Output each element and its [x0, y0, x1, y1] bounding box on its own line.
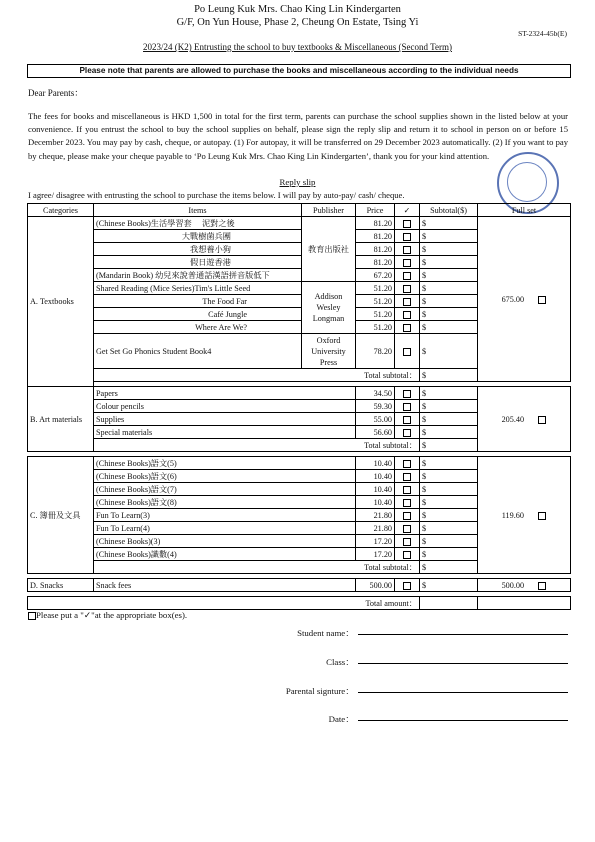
class-label: Class：	[326, 657, 354, 667]
item-name: Café Jungle	[94, 308, 302, 321]
item-name: (Chinese Books)識數(4)	[94, 548, 356, 561]
date-label: Date：	[328, 714, 354, 724]
item-name: (Chinese Books)語文(8)	[94, 496, 356, 509]
item-price: 10.40	[356, 457, 395, 470]
item-name: (Chinese Books)(3)	[94, 535, 356, 548]
class-row	[250, 655, 354, 668]
full-set-price: 500.00	[501, 580, 525, 590]
item-price: 51.20	[356, 295, 395, 308]
checkbox[interactable]	[403, 582, 411, 590]
checkbox[interactable]	[403, 348, 411, 356]
table-row	[28, 579, 571, 592]
checkbox[interactable]	[403, 486, 411, 494]
instruction: Please put a "✓"at the appropriate box(es).	[28, 610, 187, 621]
full-set-checkbox[interactable]	[538, 512, 546, 520]
item-price: 78.20	[356, 334, 395, 369]
publisher: Oxford University Press	[302, 334, 356, 369]
checkbox[interactable]	[403, 285, 411, 293]
date-field[interactable]	[358, 720, 568, 721]
item-name: Fun To Learn(4)	[94, 522, 356, 535]
order-table	[27, 203, 571, 610]
total-subtotal-cell[interactable]: $	[420, 369, 478, 382]
item-price: 51.20	[356, 282, 395, 295]
item-price: 81.20	[356, 243, 395, 256]
subtotal-cell[interactable]: $	[420, 308, 478, 321]
subtotal-cell[interactable]: $	[420, 413, 478, 426]
item-price: 21.80	[356, 522, 395, 535]
item-name: Special materials	[94, 426, 356, 439]
salutation: Dear Parents：	[28, 88, 84, 98]
item-name: (Chinese Books)語文(6)	[94, 470, 356, 483]
subtotal-cell[interactable]: $	[420, 256, 478, 269]
signature-row	[250, 684, 354, 697]
item-price: 59.30	[356, 400, 395, 413]
header-check: ✓	[395, 204, 420, 217]
total-subtotal-cell[interactable]: $	[420, 439, 478, 452]
checkbox[interactable]	[403, 246, 411, 254]
item-price: 81.20	[356, 230, 395, 243]
full-set-price: 205.40	[501, 414, 525, 424]
subtotal-cell[interactable]: $	[420, 457, 478, 470]
full-set-price: 119.60	[501, 510, 524, 520]
subtotal-cell[interactable]: $	[420, 509, 478, 522]
item-name: (Mandarin Book) 幼兒來說普通話漢語拼音版低下	[94, 269, 302, 282]
total-subtotal-cell[interactable]: $	[420, 561, 478, 574]
subtotal-cell[interactable]: $	[420, 522, 478, 535]
checkbox[interactable]	[403, 311, 411, 319]
category-textbooks: A. Textbooks	[28, 217, 94, 387]
item-price: 55.00	[356, 413, 395, 426]
item-price: 56.60	[356, 426, 395, 439]
reply-slip-title: Reply slip	[279, 177, 316, 187]
item-name: 我想養小狗	[94, 243, 302, 256]
subtotal-cell[interactable]: $	[420, 387, 478, 400]
item-price: 17.20	[356, 535, 395, 548]
checkbox[interactable]	[403, 416, 411, 424]
item-price: 34.50	[356, 387, 395, 400]
item-price: 21.80	[356, 509, 395, 522]
agreement-statement: I agree/ disagree with entrusting the school to purchase the items below. I will pay by auto-pay/ cash/ cheque.	[28, 190, 405, 200]
class-field[interactable]	[358, 663, 568, 664]
item-name: (Chinese Books)語文(5)	[94, 457, 356, 470]
subtotal-cell[interactable]: $	[420, 334, 478, 369]
school-header	[0, 3, 595, 29]
school-name: Po Leung Kuk Mrs. Chao King Lin Kindergarten	[194, 4, 401, 15]
header-publisher: Publisher	[302, 204, 356, 217]
subtotal-cell[interactable]: $	[420, 496, 478, 509]
full-set-checkbox[interactable]	[538, 416, 546, 424]
full-set-price: 675.00	[501, 294, 525, 304]
subtotal-cell[interactable]: $	[420, 483, 478, 496]
table-row	[28, 457, 571, 470]
subtotal-cell[interactable]: $	[420, 426, 478, 439]
subtotal-cell[interactable]: $	[420, 579, 478, 592]
item-name: Papers	[94, 387, 356, 400]
item-price: 10.40	[356, 470, 395, 483]
subtotal-cell[interactable]: $	[420, 217, 478, 230]
subtotal-cell[interactable]: $	[420, 230, 478, 243]
item-name: Shared Reading (Mice Series)Tim's Little Seed	[94, 282, 302, 295]
total-subtotal-label: Total subtotal：	[94, 369, 420, 382]
item-name: Where Are We?	[94, 321, 302, 334]
item-price: 51.20	[356, 321, 395, 334]
total-subtotal-label: Total subtotal：	[94, 561, 420, 574]
full-set-cell	[478, 387, 571, 452]
item-name: Supplies	[94, 413, 356, 426]
subtotal-cell[interactable]: $	[420, 321, 478, 334]
checkbox[interactable]	[403, 429, 411, 437]
item-price: 81.20	[356, 217, 395, 230]
total-amount-cell[interactable]	[420, 597, 478, 610]
header-items: Items	[94, 204, 302, 217]
document-title: 2023/24 (K2) Entrusting the school to buy textbooks & Miscellaneous (Second Term)	[143, 42, 452, 52]
checkbox[interactable]	[403, 551, 411, 559]
subtotal-cell[interactable]: $	[420, 295, 478, 308]
checkbox[interactable]	[403, 473, 411, 481]
full-set-checkbox[interactable]	[538, 582, 546, 590]
notice-box: Please note that parents are allowed to purchase the books and miscellaneous according to the individual needs	[27, 64, 571, 78]
checkbox-icon	[28, 612, 36, 620]
header-categories: Categories	[28, 204, 94, 217]
item-name: Snack fees	[94, 579, 356, 592]
header-full-set: Full set	[478, 204, 571, 217]
table-row	[28, 217, 571, 230]
item-price: 67.20	[356, 269, 395, 282]
item-name: Colour pencils	[94, 400, 356, 413]
school-address: G/F, On Yun House, Phase 2, Cheung On Estate, Tsing Yi	[176, 17, 419, 28]
checkbox[interactable]	[403, 324, 411, 332]
signature-field[interactable]	[358, 692, 568, 693]
subtotal-cell[interactable]: $	[420, 548, 478, 561]
item-name: Fun To Learn(3)	[94, 509, 356, 522]
checkbox[interactable]	[403, 403, 411, 411]
checkbox[interactable]	[403, 233, 411, 241]
full-set-cell	[478, 217, 571, 382]
full-set-cell	[478, 457, 571, 574]
item-name: (Chinese Books)語文(7)	[94, 483, 356, 496]
publisher: Addison Wesley Longman	[302, 282, 356, 334]
total-amount-label: Total amount：	[94, 597, 420, 610]
full-set-cell	[478, 579, 571, 592]
total-subtotal-label: Total subtotal：	[94, 439, 420, 452]
subtotal-cell[interactable]: $	[420, 400, 478, 413]
checkbox[interactable]	[403, 390, 411, 398]
item-price: 51.20	[356, 308, 395, 321]
checkbox[interactable]	[403, 220, 411, 228]
checkbox[interactable]	[403, 538, 411, 546]
student-name-row	[250, 626, 354, 639]
checkbox[interactable]	[403, 512, 411, 520]
item-name: Get Set Go Phonics Student Book4	[94, 334, 302, 369]
item-name: (Chinese Books)生活學習套 泥對之後	[94, 217, 302, 230]
checkbox[interactable]	[403, 298, 411, 306]
checkbox[interactable]	[403, 499, 411, 507]
item-price: 500.00	[356, 579, 395, 592]
checkbox[interactable]	[403, 525, 411, 533]
student-name-field[interactable]	[358, 634, 568, 635]
subtotal-cell[interactable]: $	[420, 535, 478, 548]
category-snacks: D. Snacks	[28, 579, 94, 592]
subtotal-cell[interactable]: $	[420, 243, 478, 256]
publisher: 教育出版社	[302, 217, 356, 282]
signature-label: Parental signture：	[285, 686, 354, 696]
date-row	[250, 712, 354, 725]
item-name: 假日遊香港	[94, 256, 302, 269]
subtotal-cell[interactable]: $	[420, 282, 478, 295]
checkbox[interactable]	[403, 272, 411, 280]
item-price: 10.40	[356, 483, 395, 496]
header-price: Price	[356, 204, 395, 217]
checkbox[interactable]	[403, 259, 411, 267]
document-number: ST-2324-45b(E)	[518, 29, 567, 38]
letter-body: The fees for books and miscellaneous is HKD 1,500 in total for the first term, parents can purchase the school supplies shown in the listed below at your convenience. If you entrust the school to buy the school supplies on behalf, please sign the reply slip and return it to school in person on or before 15 December 2023. You may pay by cash, cheque, or autopay. (1) For autopay, it will be transferred on 29 December 2023 automatically. (2) If you want to pay by cheque, please make your cheque payable to ‘Po Leung Kuk Mrs. Chao King Lin Kindergarten’, thank you for your kind attention.	[28, 111, 568, 161]
total-amount-row	[28, 597, 571, 610]
student-name-label: Student name：	[297, 628, 354, 638]
subtotal-cell[interactable]: $	[420, 269, 478, 282]
full-set-checkbox[interactable]	[538, 296, 546, 304]
checkbox[interactable]	[403, 460, 411, 468]
subtotal-cell[interactable]: $	[420, 470, 478, 483]
item-price: 17.20	[356, 548, 395, 561]
category-art: B. Art materials	[28, 387, 94, 452]
category-misc: C. 簿冊及文具	[28, 457, 94, 574]
table-header-row	[28, 204, 571, 217]
item-price: 81.20	[356, 256, 395, 269]
item-name: The Food Far	[94, 295, 302, 308]
item-price: 10.40	[356, 496, 395, 509]
table-row	[28, 387, 571, 400]
item-name: 大戰樹菌兵團	[94, 230, 302, 243]
header-subtotal: Subtotal($)	[420, 204, 478, 217]
